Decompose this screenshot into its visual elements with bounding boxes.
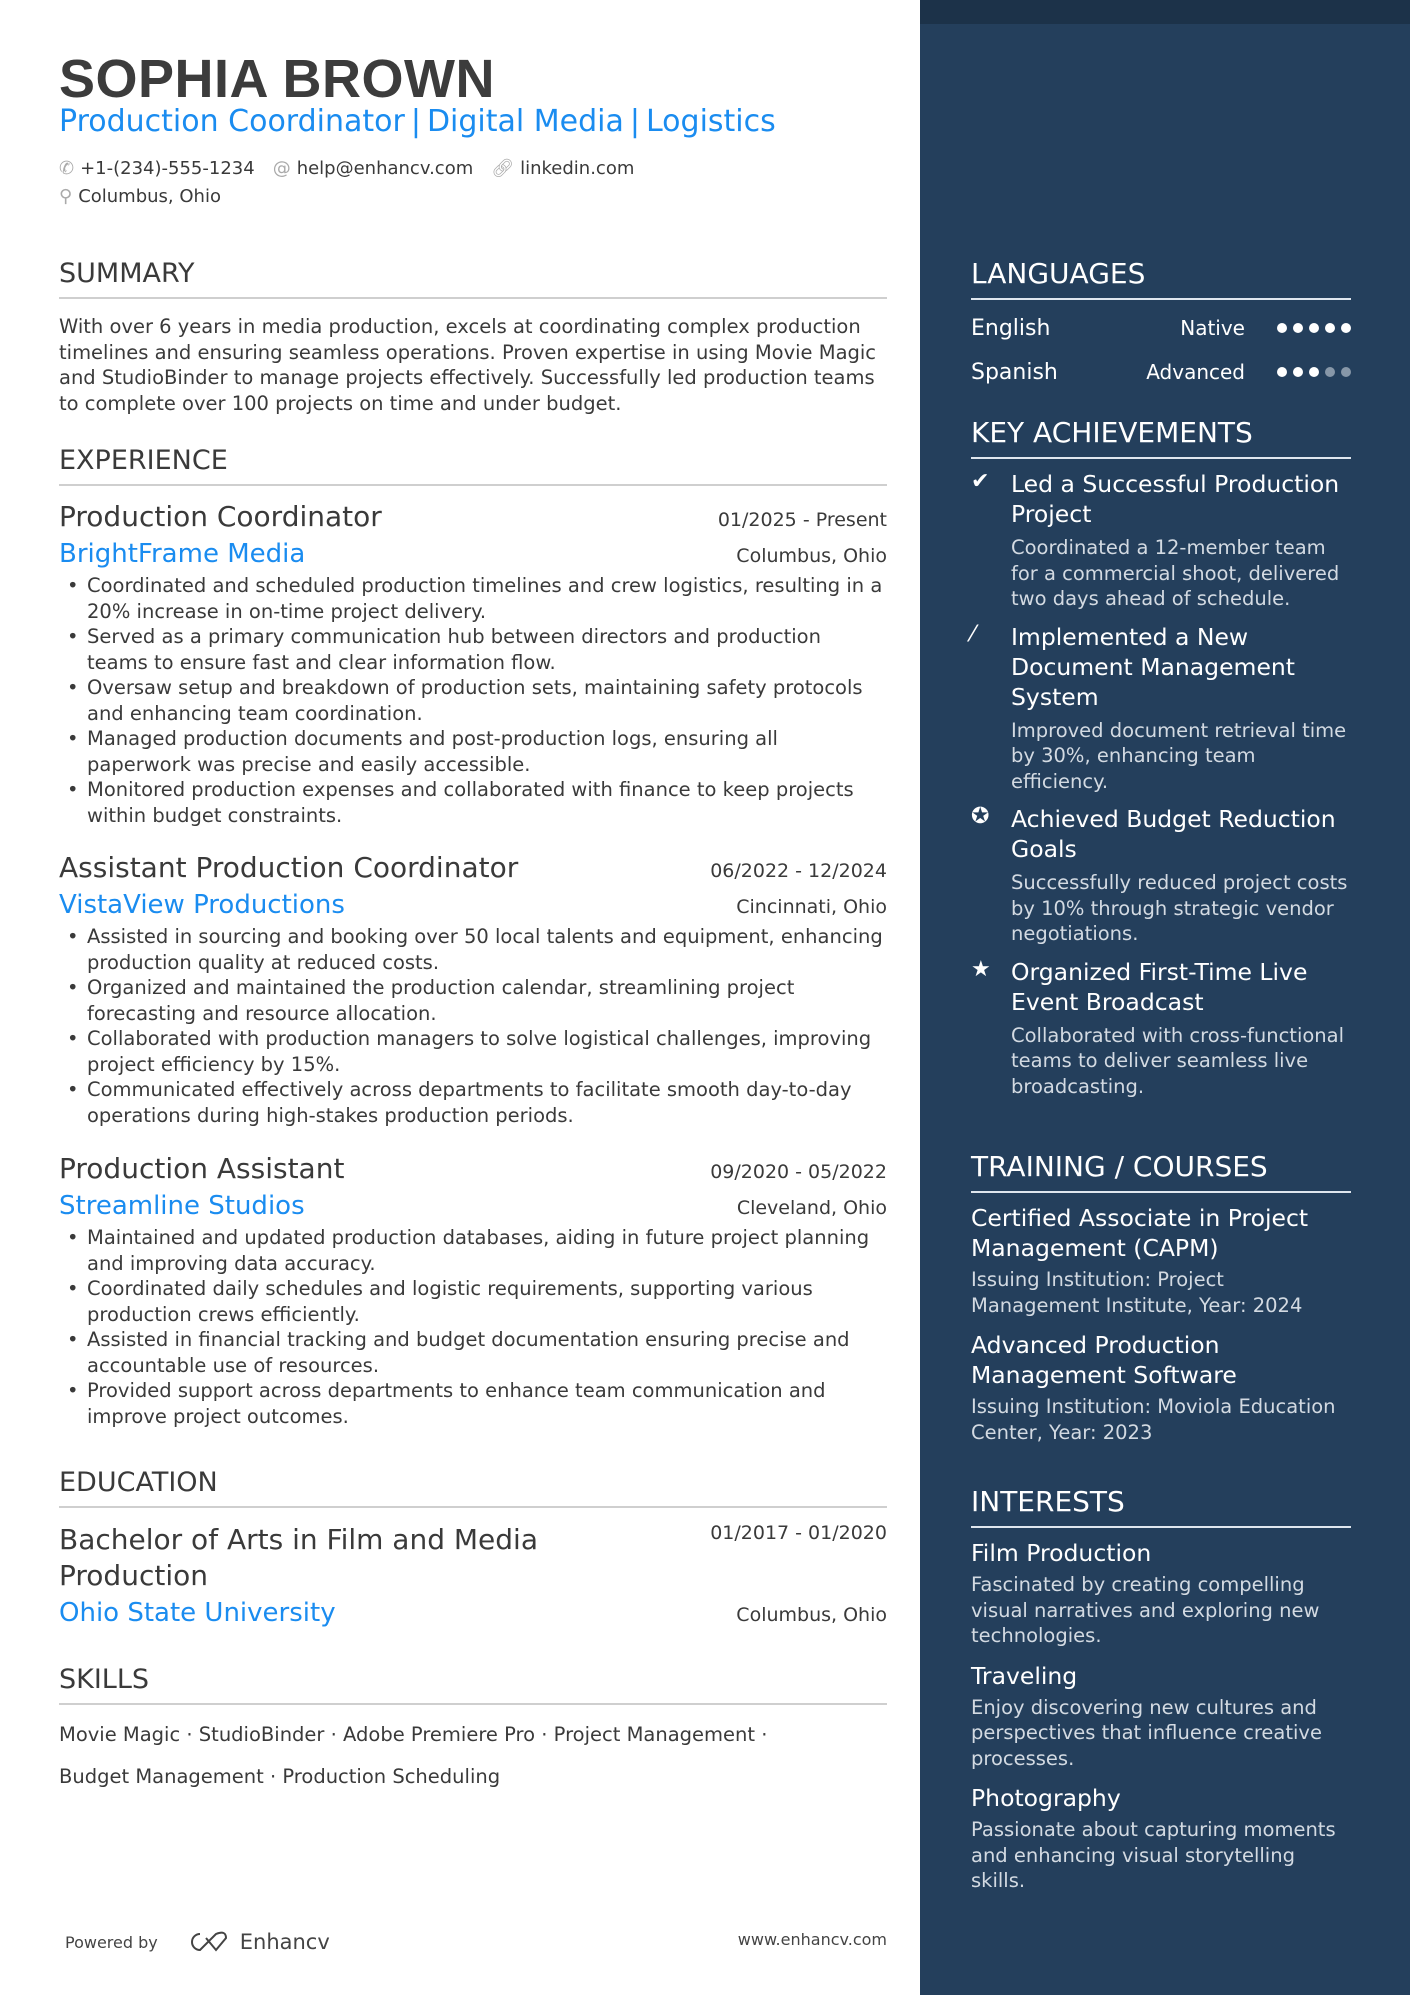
course-desc: Issuing Institution: Moviola Education Center, Year: 2023 [971, 1395, 1336, 1444]
sidebar [920, 0, 1410, 1995]
bullet: • Served as a primary communication hub between directors and production teams to ensure fast and clear information flow. [59, 624, 887, 675]
brand-name: Enhancv [239, 1930, 330, 1954]
bullet: • Assisted in financial tracking and budget documentation ensuring precise and accountable use of resources. [59, 1327, 887, 1378]
rating-dot [1293, 367, 1303, 377]
footer-url[interactable]: www.enhancv.com [737, 1930, 887, 1949]
achievement-desc: Collaborated with cross-functional teams to deliver seamless live broadcasting. [1011, 1023, 1345, 1098]
candidate-title: Production Coordinator | Digital Media | Logistics [59, 104, 776, 139]
rating-dot [1325, 367, 1335, 377]
achievements-section [971, 416, 1351, 1099]
rating-dot [1341, 367, 1351, 377]
sidebar-top-strip [920, 0, 1410, 24]
degree: Bachelor of Arts in Film and Media Production [59, 1523, 538, 1592]
language-name: Spanish [971, 359, 1058, 385]
link-icon: 🔗︎ [491, 158, 515, 179]
interests-heading: INTERESTS [971, 1485, 1351, 1528]
job-dates: 01/2025 - Present [717, 509, 887, 531]
course-title: Advanced Production Management Software [971, 1331, 1237, 1389]
rating-dot [1293, 323, 1303, 333]
bullet: • Managed production documents and post-production logs, ensuring all paperwork was precise and easily accessible. [59, 726, 887, 777]
achievement-title: Led a Successful Production Project [1011, 470, 1340, 528]
interest-title: Film Production [971, 1539, 1152, 1567]
achievement-item [971, 804, 1351, 947]
skills-heading: SKILLS [59, 1664, 887, 1705]
education-entry [59, 1522, 887, 1628]
course-desc: Issuing Institution: Project Management Institute, Year: 2024 [971, 1268, 1303, 1317]
school: Ohio State University [59, 1598, 336, 1628]
language-item [971, 350, 1351, 394]
course-item [971, 1203, 1351, 1318]
job-entry [59, 500, 887, 828]
interest-desc: Fascinated by creating compelling visual narratives and exploring new technologies. [971, 1573, 1320, 1647]
footer-brand [65, 1930, 330, 1954]
company: Streamline Studios [59, 1191, 305, 1221]
interest-title: Traveling [971, 1661, 1078, 1690]
languages-heading: LANGUAGES [971, 257, 1351, 300]
job-dates: 06/2022 - 12/2024 [710, 860, 887, 882]
rating-dot [1325, 323, 1335, 333]
bullet: • Organized and maintained the production calendar, streamlining project forecasting and resource allocation. [59, 975, 887, 1026]
job-title: Production Assistant [59, 1152, 345, 1185]
powered-by: Powered by [65, 1932, 158, 1952]
interests-section [971, 1485, 1351, 1894]
job-title: Assistant Production Coordinator [59, 851, 519, 884]
rating-dot [1309, 367, 1319, 377]
interest-item [971, 1783, 1351, 1894]
job-dates: 09/2020 - 05/2022 [710, 1161, 887, 1183]
rating-dot [1309, 323, 1319, 333]
summary-heading: SUMMARY [59, 258, 887, 299]
check-icon: ✔ [971, 469, 990, 494]
achievement-desc: Improved document retrieval time by 30%, enhancing team efficiency. [1011, 718, 1347, 793]
languages-section [971, 257, 1351, 394]
interest-title: Photography [971, 1784, 1121, 1812]
candidate-name: SOPHIA BROWN [59, 49, 495, 109]
phone: +1-(234)-555-1234 [80, 158, 255, 179]
job-bullets [59, 924, 887, 1128]
achievement-desc: Successfully reduced project costs by 10% through strategic vendor negotiations. [1011, 871, 1348, 945]
phone-icon: ✆ [59, 158, 75, 179]
bullet: • Maintained and updated production databases, aiding in future project planning and improving data accuracy. [59, 1225, 887, 1276]
interest-desc: Enjoy discovering new cultures and perspectives that influence creative processes. [971, 1695, 1322, 1770]
bullet: • Assisted in sourcing and booking over 50 local talents and equipment, enhancing production quality at reduced costs. [59, 924, 887, 975]
achievement-title: Implemented a New Document Management System [1011, 622, 1296, 711]
experience-heading: EXPERIENCE [59, 445, 887, 486]
interest-item [971, 1538, 1351, 1649]
contact-row [59, 158, 634, 179]
skills-line: Movie Magic · StudioBinder · Adobe Premiere Pro · Project Management · [59, 1723, 768, 1746]
education-location: Columbus, Ohio [736, 1604, 887, 1626]
location-pin-icon: ⚲ [59, 186, 73, 207]
bullet: • Oversaw setup and breakdown of production sets, maintaining safety protocols and enhancing team coordination. [59, 675, 887, 726]
course-item [971, 1330, 1351, 1445]
rating-dots [1277, 323, 1351, 333]
language-level: Native [1180, 316, 1245, 340]
bullet: • Coordinated daily schedules and logistic requirements, supporting various production crews efficiently. [59, 1276, 887, 1327]
language-item [971, 306, 1351, 350]
training-heading: TRAINING / COURSES [971, 1150, 1351, 1193]
job-location: Cincinnati, Ohio [736, 896, 887, 918]
achievement-item [971, 622, 1351, 795]
job-bullets [59, 1225, 887, 1429]
achievement-item [971, 469, 1351, 612]
enhancv-logo-icon [186, 1930, 232, 1954]
summary-text: With over 6 years in media production, excels at coordinating complex production timelines and ensuring seamless operations. Proven expertise in using Movie Magic and StudioBinder to manage projects effectively. Successfully led production teams to complete over 100 projects on time and under budget. [59, 315, 877, 415]
bullet: • Collaborated with production managers to solve logistical challenges, improving project efficiency by 15%. [59, 1026, 887, 1077]
course-title: Certified Associate in Project Management (CAPM) [971, 1204, 1309, 1262]
company: VistaView Productions [59, 890, 345, 920]
at-icon: @ [272, 158, 291, 179]
interest-item [971, 1661, 1351, 1772]
email[interactable]: help@enhancv.com [296, 158, 474, 179]
education-heading: EDUCATION [59, 1467, 887, 1508]
rating-dots [1277, 367, 1351, 377]
job-location: Cleveland, Ohio [736, 1197, 887, 1219]
job-title: Production Coordinator [59, 500, 382, 533]
award-icon: ✪ [971, 804, 990, 829]
achievements-heading: KEY ACHIEVEMENTS [971, 416, 1351, 459]
star-icon: ★ [971, 956, 991, 982]
achievement-title: Achieved Budget Reduction Goals [1011, 805, 1336, 863]
job-location: Columbus, Ohio [736, 545, 887, 567]
rating-dot [1277, 367, 1287, 377]
bullet: • Coordinated and scheduled production timelines and crew logistics, resulting in a 20% increase in on-time project delivery. [59, 573, 887, 624]
achievement-title: Organized First-Time Live Event Broadcast [1011, 957, 1308, 1016]
rating-dot [1341, 323, 1351, 333]
achievement-desc: Coordinated a 12-member team for a commercial shoot, delivered two days ahead of schedule. [1011, 536, 1340, 610]
linkedin-link[interactable]: linkedin.com [520, 158, 635, 179]
bullet: • Communicated effectively across departments to facilitate smooth day-to-day operations during high-stakes production periods. [59, 1077, 887, 1128]
language-level: Advanced [1146, 360, 1245, 384]
rating-dot [1277, 323, 1287, 333]
magic-wand-icon: ⁄ [971, 621, 975, 647]
bullet: • Provided support across departments to enhance team communication and improve project outcomes. [59, 1378, 887, 1429]
achievement-item [971, 957, 1351, 1100]
title-part: Logistics [646, 104, 776, 139]
bullet: • Monitored production expenses and collaborated with finance to keep projects within budget constraints. [59, 777, 887, 828]
interest-desc: Passionate about capturing moments and enhancing visual storytelling skills. [971, 1818, 1336, 1892]
title-part: Production Coordinator [59, 104, 405, 139]
company: BrightFrame Media [59, 539, 306, 569]
skills-line: Budget Management · Production Scheduling [59, 1765, 501, 1788]
location-row [59, 186, 221, 207]
job-entry [59, 851, 887, 1128]
job-entry [59, 1152, 887, 1429]
title-part: Digital Media [426, 104, 624, 139]
location: Columbus, Ohio [78, 186, 221, 207]
education-dates: 01/2017 - 01/2020 [710, 1522, 887, 1544]
language-name: English [971, 315, 1051, 341]
training-section [971, 1150, 1351, 1445]
job-bullets [59, 573, 887, 828]
